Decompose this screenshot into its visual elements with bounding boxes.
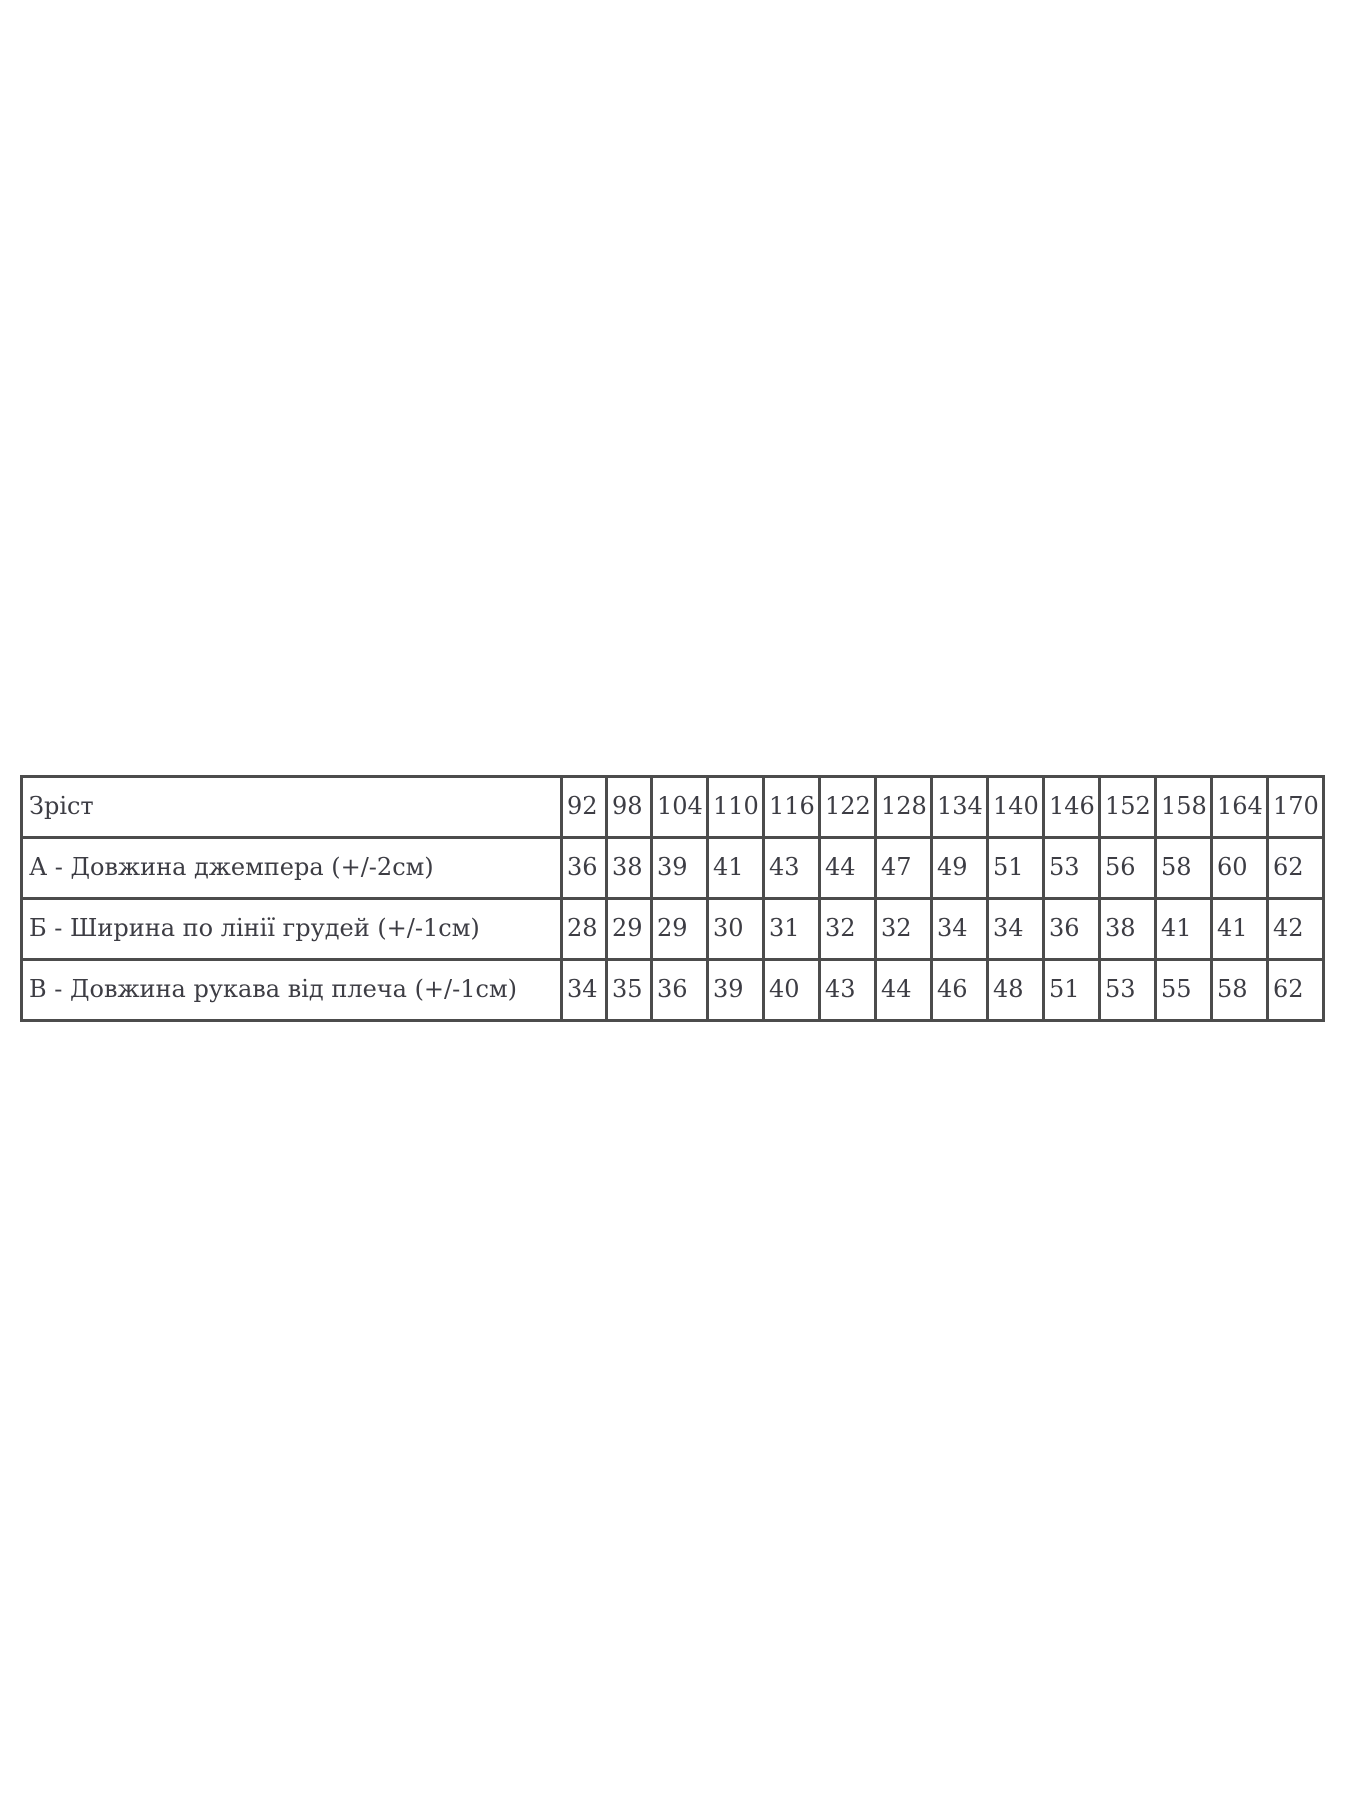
table-row-chest-width	[22, 899, 1324, 960]
height-cell: 128	[876, 777, 932, 838]
measure-cell: 48	[988, 960, 1044, 1021]
measure-cell: 56	[1100, 838, 1156, 899]
height-cell: 170	[1268, 777, 1324, 838]
row-label-sleeve-length: В - Довжина рукава від плеча (+/-1см)	[22, 960, 562, 1021]
measure-cell: 36	[562, 838, 607, 899]
row-label-height: Зріст	[22, 777, 562, 838]
height-cell: 122	[820, 777, 876, 838]
measure-cell: 31	[764, 899, 820, 960]
measure-cell: 53	[1100, 960, 1156, 1021]
height-cell: 158	[1156, 777, 1212, 838]
measure-cell: 62	[1268, 960, 1324, 1021]
height-cell: 152	[1100, 777, 1156, 838]
measure-cell: 51	[1044, 960, 1100, 1021]
measure-cell: 53	[1044, 838, 1100, 899]
table-row-sleeve-length	[22, 960, 1324, 1021]
measure-cell: 39	[652, 838, 708, 899]
measure-cell: 32	[820, 899, 876, 960]
measure-cell: 43	[820, 960, 876, 1021]
table-row-jumper-length	[22, 838, 1324, 899]
height-cell: 140	[988, 777, 1044, 838]
measure-cell: 47	[876, 838, 932, 899]
measure-cell: 58	[1156, 838, 1212, 899]
measure-cell: 44	[820, 838, 876, 899]
measure-cell: 44	[876, 960, 932, 1021]
measure-cell: 41	[708, 838, 764, 899]
measure-cell: 36	[1044, 899, 1100, 960]
measure-cell: 60	[1212, 838, 1268, 899]
height-cell: 116	[764, 777, 820, 838]
measure-cell: 34	[932, 899, 988, 960]
measure-cell: 40	[764, 960, 820, 1021]
row-label-chest-width: Б - Ширина по лінії грудей (+/-1см)	[22, 899, 562, 960]
measure-cell: 38	[607, 838, 652, 899]
measure-cell: 29	[652, 899, 708, 960]
height-cell: 92	[562, 777, 607, 838]
measure-cell: 39	[708, 960, 764, 1021]
measure-cell: 36	[652, 960, 708, 1021]
measure-cell: 42	[1268, 899, 1324, 960]
measure-cell: 41	[1156, 899, 1212, 960]
measure-cell: 58	[1212, 960, 1268, 1021]
size-chart	[20, 775, 1325, 1022]
measure-cell: 49	[932, 838, 988, 899]
measure-cell: 55	[1156, 960, 1212, 1021]
height-cell: 134	[932, 777, 988, 838]
measure-cell: 51	[988, 838, 1044, 899]
measure-cell: 30	[708, 899, 764, 960]
row-label-jumper-length: А - Довжина джемпера (+/-2см)	[22, 838, 562, 899]
measure-cell: 29	[607, 899, 652, 960]
height-cell: 98	[607, 777, 652, 838]
measure-cell: 46	[932, 960, 988, 1021]
measure-cell: 38	[1100, 899, 1156, 960]
measure-cell: 34	[562, 960, 607, 1021]
measure-cell: 43	[764, 838, 820, 899]
measure-cell: 35	[607, 960, 652, 1021]
measure-cell: 41	[1212, 899, 1268, 960]
measure-cell: 28	[562, 899, 607, 960]
size-chart-table	[20, 775, 1325, 1022]
measure-cell: 32	[876, 899, 932, 960]
height-cell: 110	[708, 777, 764, 838]
height-cell: 146	[1044, 777, 1100, 838]
table-row-height	[22, 777, 1324, 838]
height-cell: 104	[652, 777, 708, 838]
measure-cell: 34	[988, 899, 1044, 960]
measure-cell: 62	[1268, 838, 1324, 899]
height-cell: 164	[1212, 777, 1268, 838]
